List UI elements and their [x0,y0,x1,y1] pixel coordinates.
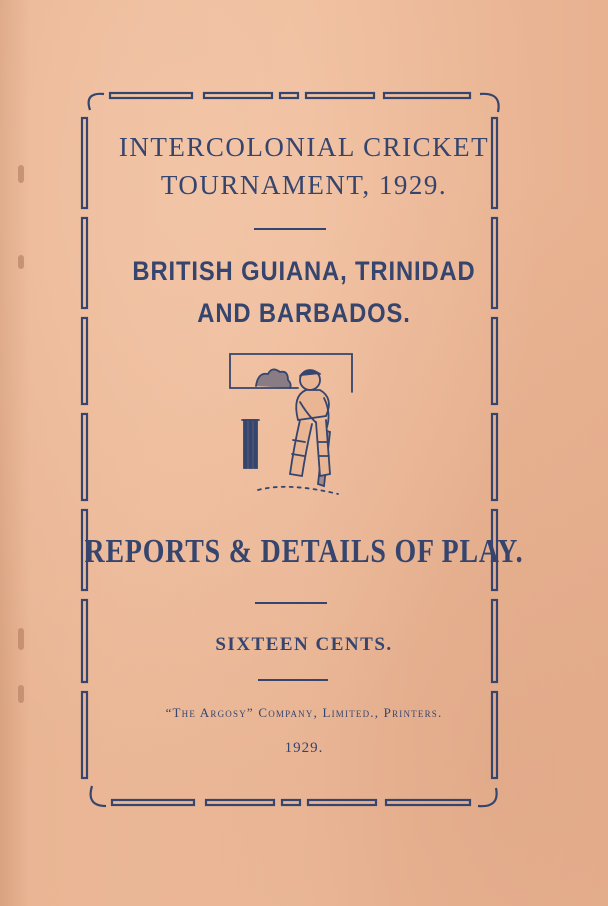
printer-credit: “The Argosy” Company, Limited., Printers. [165,705,443,720]
divider-rule [255,602,327,604]
title-line-1: INTERCOLONIAL CRICKET [118,132,490,162]
subtitle-line-1: BRITISH GUIANA, TRINIDAD [132,256,476,286]
price-label: SIXTEEN CENTS. [215,634,393,655]
subtitle-line-2: AND BARBADOS. [197,298,411,328]
divider-rule [258,679,328,681]
cricket-batsman-illustration [228,350,358,500]
publication-year: 1929. [284,740,324,756]
title-line-2: TOURNAMENT, 1929. [160,170,448,200]
main-heading: REPORTS & DETAILS OF PLAY. [84,533,524,570]
divider-rule [254,228,326,230]
